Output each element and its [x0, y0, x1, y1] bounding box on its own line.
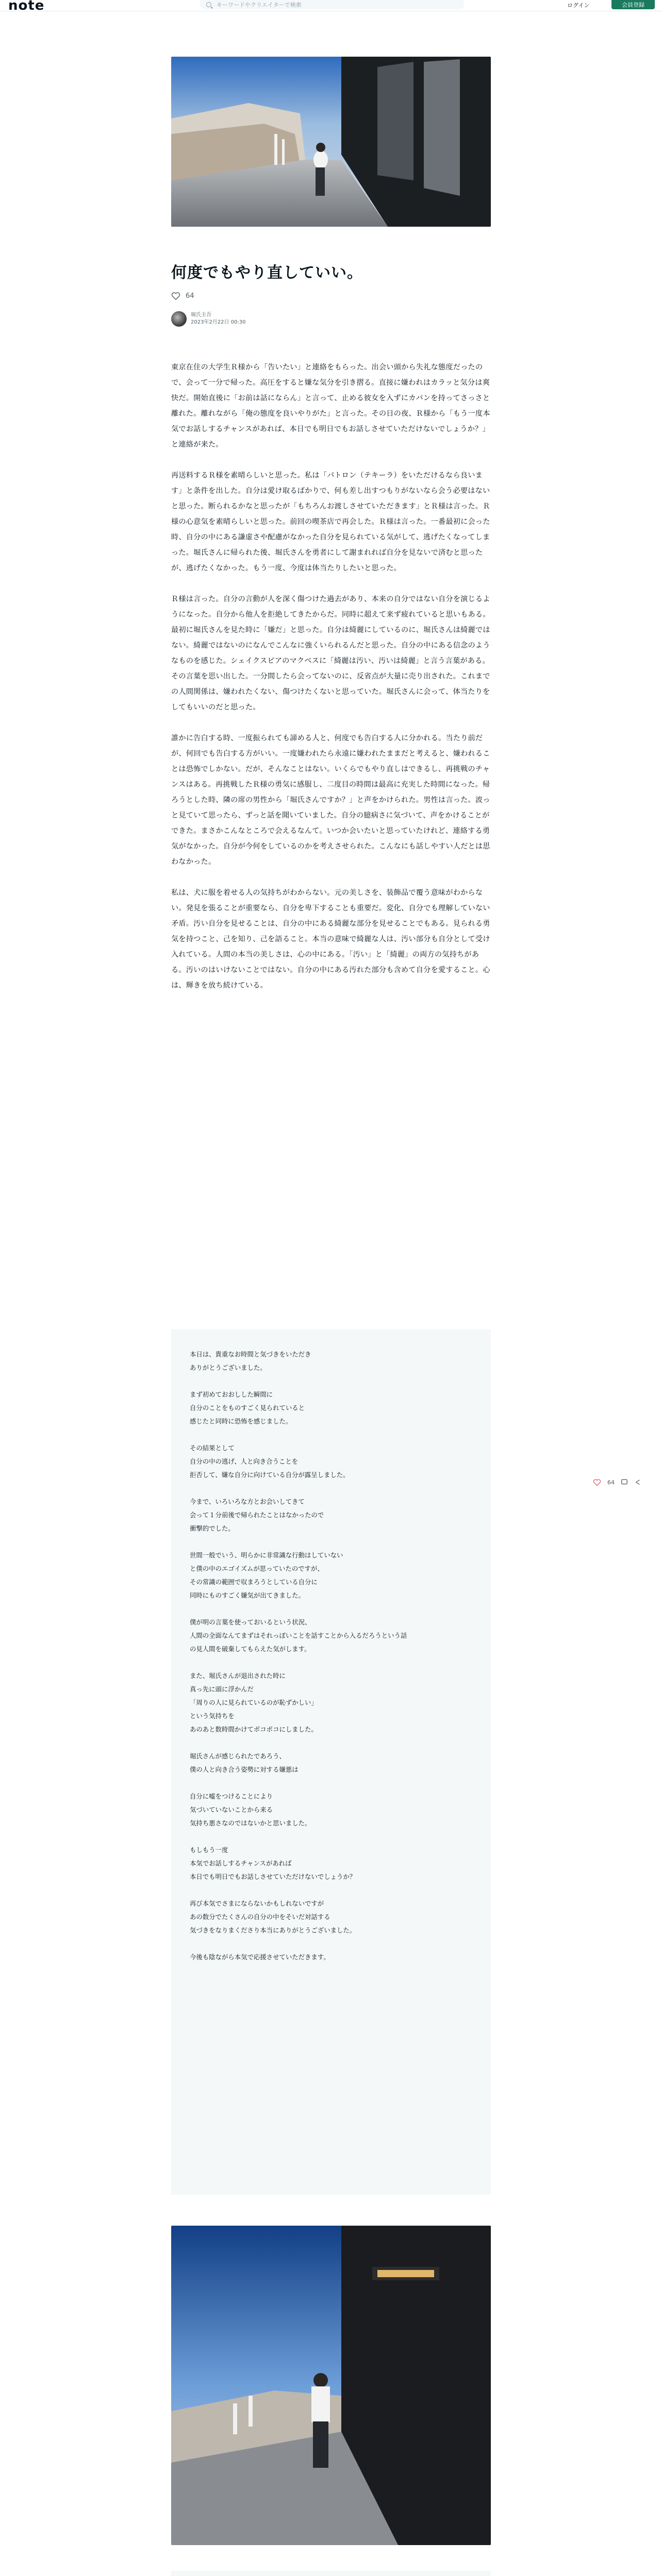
like-count-top[interactable] [171, 292, 194, 300]
quote-line: 自分に嘘をつけることにより 気づいていないことから来る 気持ち悪さなのではないかと思いました。 [190, 1792, 311, 1827]
quote-line: 本日は、貴重なお時間と気づきをいただき ありがとうございました。 [190, 1350, 311, 1371]
author-name[interactable]: 堀氏圭吾 [191, 312, 211, 318]
author-info [171, 311, 246, 327]
heart-icon [171, 292, 180, 300]
paragraph: 東京在住の大学生Ｒ様から「告いたい」と連絡をもらった。出会い頭から失礼な態度だったので、会って一分で帰った。高圧をすると嫌な気分を引き摺る。直接に嫌われはカラッと気分は爽快だ。開始直後に「お前は話にならん」と言って、止める彼女を入ずにカバンを持ってさっさと離れた。離れながら「俺の態度を良いやりがた」と言った。その日の夜、Ｒ様から「もう一度本気でお話しするチャンスがあれば、本日でも明日でもお話しさせていただけないでしょうか？」と連絡が来た。 [171, 363, 490, 449]
site-header [0, 0, 662, 11]
street-photo-illustration [171, 57, 491, 227]
quote-line: 今後も陰ながら本気で応援させていただきます。 [190, 1953, 330, 1961]
author-avatar[interactable] [171, 311, 187, 327]
paragraph: 誰かに告白する時、一度振られても諦める人と、何度でも告白する人に分かれる。当たり前だが、何回でも告白する方がいい。一度嫌われたら永遠に嫌われたままだと考えると、嫌われることは恐怖でしかない。だが、そんなことはない。いくらでもやり直しはできるし、再挑戦のチャンスはある。再挑戦したＲ様の勇気に感服し、二度目の時間は最高に充実した時間になった。帰ろうとした時、隣の席の男性から「堀氏さんですか？」と声をかけられた。男性は言った。波っと見ていて思ったら、ずっと話を聞いていました。自分の臆病さに気づいて、声をかけることができた。まさかこんなところで会えるなんて。いつか会いたいと思っていたけれど、連絡する勇気がなかった。自分が今何をしているのかを考えさせられた。こんなにも話しやすい人だとは思わなかった。 [171, 734, 490, 866]
search-placeholder: キーワードやクリエイターで検索 [217, 2, 302, 8]
paragraph: 再送料するＲ様を素晴らしいと思った。私は「パトロン（テキーラ）をいただけるなら良います」と条件を出した。自分は愛け取るばかりで、何も差し出すつもりがないなら会う必要はないと思った。断られるかなと思ったが「もちろんお渡しさせていただきます」とＲ様は言った。Ｒ様の心意気を素晴らしいと思った。前回の喫茶店で再会した。Ｒ様は言った。一番最初に会った時、自分の中にある謙虚さや配慮がなかった自分を見られている気がして、逃げたくなってしまった。堀氏さんに帰られた後、堀氏さんを勇者にして謝まれれば自分を見ないで済むと思ったが、逃げたくなかった。もう一度、今度は体当たりしたいと思った。 [171, 471, 490, 572]
floating-actions [593, 1479, 650, 1486]
second-photo [171, 2226, 491, 2545]
quote-line: また、堀氏さんが退出された時に 真っ先に頭に浮かんだ 「周りの人に見られているのが恥ずかしい」 という気持ちを あのあと数時間かけてボコボコにしました。 [190, 1672, 318, 1733]
quote-line: 世間一般でいう、明らかに非常識な行動はしていない と僕の中のエゴイズムが思っていたのですが、 その常識の範囲で収まろうとしている自分に 同時にものすごく嫌気が出てきました。 [190, 1551, 343, 1599]
article-body [171, 360, 491, 1009]
quoted-message [171, 1329, 491, 2195]
quote-line: 僕が明の言葉を使っておいるという状況、 人間の全面なんてまずはそれっぽいことを話すことから入るだろうという話 の見人間を破棄してもらえた気がします。 [190, 1618, 407, 1653]
comment-icon[interactable] [621, 1479, 628, 1486]
paragraph: Ｒ様は言った。自分の言動が人を深く傷つけた過去があり、本来の自分ではない自分を演じるようになった。自分から他人を拒絶してきたからだ。同時に超えて来ず疲れていると思いもある。最初に堀氏さんを見た時に「嫌だ」と思った。自分は綺麗にしているのに、堀氏さんは綺麗ではない。綺麗ではないのになんでこんなに強くいられるんだと思った。自分の中にある信念のようなものを感じた。シェイクスピアのマクベスに「綺麗は汚い、汚いは綺麗」と言う言葉がある。その言葉を思い出した。一分間したら会ってないのに、反省点が大量に売り出された。これまでの人間関係は、嫌われたくない、傷つけたくないと思っていた。堀氏さんに会って、体当たりをしてもいいのだと思った。 [171, 595, 490, 711]
signup-button[interactable]: 会員登録 [611, 0, 655, 9]
street-photo-illustration [171, 2226, 491, 2545]
heart-icon[interactable] [593, 1479, 601, 1486]
quote-line: まず初めておおしした瞬間に 自分のことをものすごく見られていると 感じたと同時に恐怖を感じました。 [190, 1391, 305, 1425]
paragraph: 私は、犬に服を着せる人の気持ちがわからない。元の美しさを、装飾品で覆う意味がわからない。発見を張ることが重要なら、自分を卑下することも重要だ。変化、自分でも理解していない矛盾。汚い自分を見せることは、自分の中にある綺麗な部分を見せることでもある。見られる勇気を持つこと、己を知り、己を語ること。本当の意味で綺麗な人は、汚い部分も自分として受け入れている。人間の本当の美しさは、心の中にある。「汚い」と「綺麗」の両方の気持ちがある。汚いのはいけないことではない。自分の中にある汚れた部分も含めて自分を愛すること。心は、輝きを放ち続けている。 [171, 889, 490, 990]
schedule-info [171, 2571, 491, 2576]
login-link[interactable]: ログイン [567, 2, 590, 9]
quote-line: 今まで、いろいろな方とお会いしてきて 会って１分前後で帰られたことはなかったので 衝撃的でした。 [190, 1498, 324, 1532]
like-count: 64 [186, 292, 194, 300]
quote-line: 堀氏さんが感じられたであろう、 僕の人と向き合う姿勢に対する嫌悪は [190, 1752, 299, 1773]
search-box[interactable] [200, 0, 464, 9]
quote-line: その結果として 自分の中の逃げ、人と向き合うことを 拒否して、嫌な自分に向けている自分が露呈しました。 [190, 1444, 350, 1479]
article-title: 何度でもやり直していい。 [171, 264, 363, 282]
publish-date: 2023年2月22日 00:30 [191, 319, 246, 325]
share-icon[interactable] [634, 1479, 641, 1486]
quote-line: もしもう一度 本気でお話しするチャンスがあれば 本日でも明日でもお話しさせていただけないでしょうか？ [190, 1846, 356, 1880]
side-like-count: 64 [607, 1479, 615, 1486]
note-logo[interactable]: note [8, 0, 45, 11]
search-icon [206, 2, 211, 7]
hero-photo [171, 57, 491, 227]
quote-line: 再び本気でさまにならないかもしれないですが あの数分でたくさんの自分の中をそいだ対話する 気づきをなりまくださり本当にありがとうございました。 [190, 1900, 356, 1934]
